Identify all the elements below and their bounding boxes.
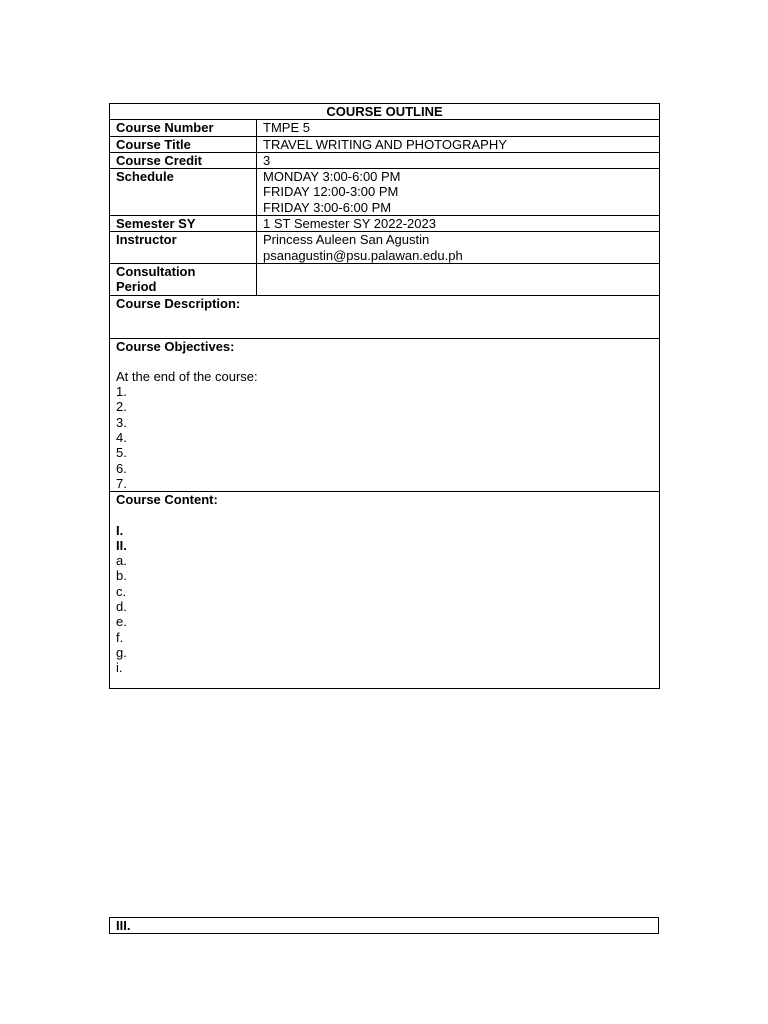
course-number-label: Course Number [110, 120, 257, 136]
course-number-value: TMPE 5 [257, 120, 660, 136]
table-row [110, 216, 660, 232]
schedule-label: Schedule [110, 169, 257, 216]
instructor-label: Instructor [110, 232, 257, 264]
table-row [110, 152, 660, 168]
consultation-value [257, 263, 660, 295]
continuation-table [109, 917, 659, 934]
table-row [110, 918, 659, 934]
continuation-item: III. [110, 918, 659, 934]
course-objectives-cell [110, 338, 660, 492]
schedule-line: MONDAY 3:00-6:00 PM [263, 169, 401, 185]
objective-item: 3. [116, 414, 127, 430]
course-description-label: Course Description: [116, 295, 241, 311]
objective-item: 5. [116, 445, 127, 461]
course-outline-table [109, 103, 660, 689]
spacer [116, 508, 653, 523]
table-row [110, 136, 660, 152]
table-row [110, 295, 660, 338]
objective-item: 7. [116, 475, 127, 491]
course-content-label: Course Content: [116, 492, 218, 508]
content-roman-item: I. [116, 522, 124, 538]
spacer [116, 354, 653, 369]
objective-item: 2. [116, 399, 127, 415]
content-roman-item: II. [116, 537, 127, 553]
schedule-line: FRIDAY 3:00-6:00 PM [263, 199, 392, 215]
table-row [110, 263, 660, 295]
content-letter-item: e. [116, 614, 127, 630]
instructor-email: psanagustin@psu.palawan.edu.ph [263, 247, 463, 263]
objective-item: 1. [116, 384, 127, 400]
course-description-cell [110, 295, 660, 338]
course-credit-value: 3 [257, 152, 660, 168]
consultation-label-line: Consultation [116, 263, 196, 279]
course-content-cell [110, 492, 660, 689]
schedule-value [257, 169, 660, 216]
content-letter-item: a. [116, 553, 127, 569]
schedule-line: FRIDAY 12:00-3:00 PM [263, 184, 399, 200]
table-row [110, 338, 660, 492]
content-letter-item: d. [116, 599, 127, 615]
objective-item: 6. [116, 460, 127, 476]
table-row [110, 232, 660, 264]
content-letter-item: g. [116, 644, 127, 660]
instructor-value [257, 232, 660, 264]
content-letter-item: b. [116, 568, 127, 584]
table-row [110, 120, 660, 136]
content-letter-item: c. [116, 583, 127, 599]
content-letter-item: f. [116, 629, 124, 645]
objective-item: 4. [116, 430, 127, 446]
semester-label: Semester SY [110, 216, 257, 232]
table-header-row [110, 104, 660, 120]
table-row [110, 169, 660, 216]
course-credit-label: Course Credit [110, 152, 257, 168]
course-outline-heading: COURSE OUTLINE [110, 104, 660, 120]
course-title-value: TRAVEL WRITING AND PHOTOGRAPHY [257, 136, 660, 152]
consultation-label-line: Period [116, 279, 157, 295]
instructor-name: Princess Auleen San Agustin [263, 232, 430, 248]
course-title-label: Course Title [110, 136, 257, 152]
table-row [110, 492, 660, 689]
consultation-label [110, 263, 257, 295]
course-objectives-label: Course Objectives: [116, 338, 235, 354]
semester-value: 1 ST Semester SY 2022-2023 [257, 216, 660, 232]
objectives-intro: At the end of the course: [116, 368, 258, 384]
content-letter-item: i. [116, 660, 123, 676]
